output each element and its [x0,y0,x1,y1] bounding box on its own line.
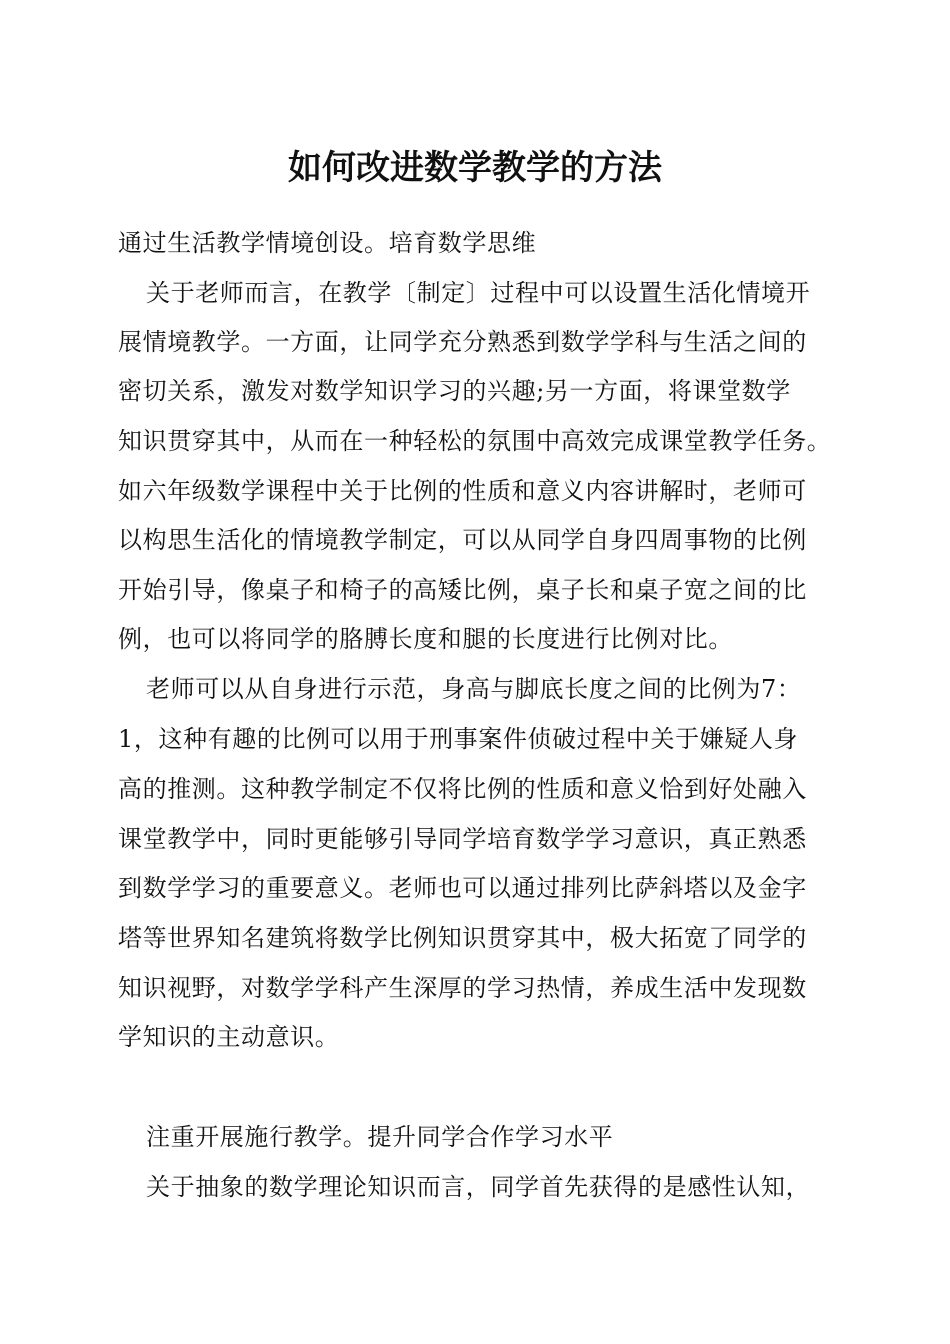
paragraph-line: 知识贯穿其中，从而在一种轻松的氛围中高效完成课堂教学任务。 [118,427,832,455]
paragraph-line: 1，这种有趣的比例可以用于刑事案件侦破过程中关于嫌疑人身 [118,725,799,753]
paragraph-line: 到数学学习的重要意义。老师也可以通过排列比萨斜塔以及金字 [118,874,807,902]
paragraph-line: 塔等世界知名建筑将数学比例知识贯穿其中，极大拓宽了同学的 [118,924,807,952]
paragraph-line: 学知识的主动意识。 [118,1023,340,1051]
paragraph-line: 高的推测。这种教学制定不仅将比例的性质和意义恰到好处融入 [118,775,807,803]
paragraph-line: 开始引导，像桌子和椅子的高矮比例，桌子长和桌子宽之间的比 [118,576,807,604]
paragraph-line: 展情境教学。一方面，让同学充分熟悉到数学学科与生活之间的 [118,328,807,356]
section-heading: 通过生活教学情境创设。培育数学思维 [118,229,537,257]
paragraph-line: 知识视野，对数学学科产生深厚的学习热情，养成生活中发现数 [118,974,807,1002]
paragraph-line: 关于抽象的数学理论知识而言，同学首先获得的是感性认知， [146,1173,811,1201]
paragraph-line: 如六年级数学课程中关于比例的性质和意义内容讲解时，老师可 [118,477,807,505]
section-heading: 注重开展施行教学。提升同学合作学习水平 [146,1123,614,1151]
paragraph-line: 例，也可以将同学的胳膊长度和腿的长度进行比例对比。 [118,625,733,653]
paragraph-line: 以构思生活化的情境教学制定，可以从同学自身四周事物的比例 [118,526,807,554]
paragraph-line: 老师可以从自身进行示范，身高与脚底长度之间的比例为7： [146,675,802,703]
paragraph-line: 关于老师而言，在教学〔制定〕过程中可以设置生活化情境开 [146,279,811,307]
paragraph-line: 密切关系，激发对数学知识学习的兴趣;另一方面，将课堂数学 [118,377,791,405]
paragraph-line: 课堂教学中，同时更能够引导同学培育数学学习意识，真正熟悉 [118,825,807,853]
document-title: 如何改进数学教学的方法 [288,148,662,188]
